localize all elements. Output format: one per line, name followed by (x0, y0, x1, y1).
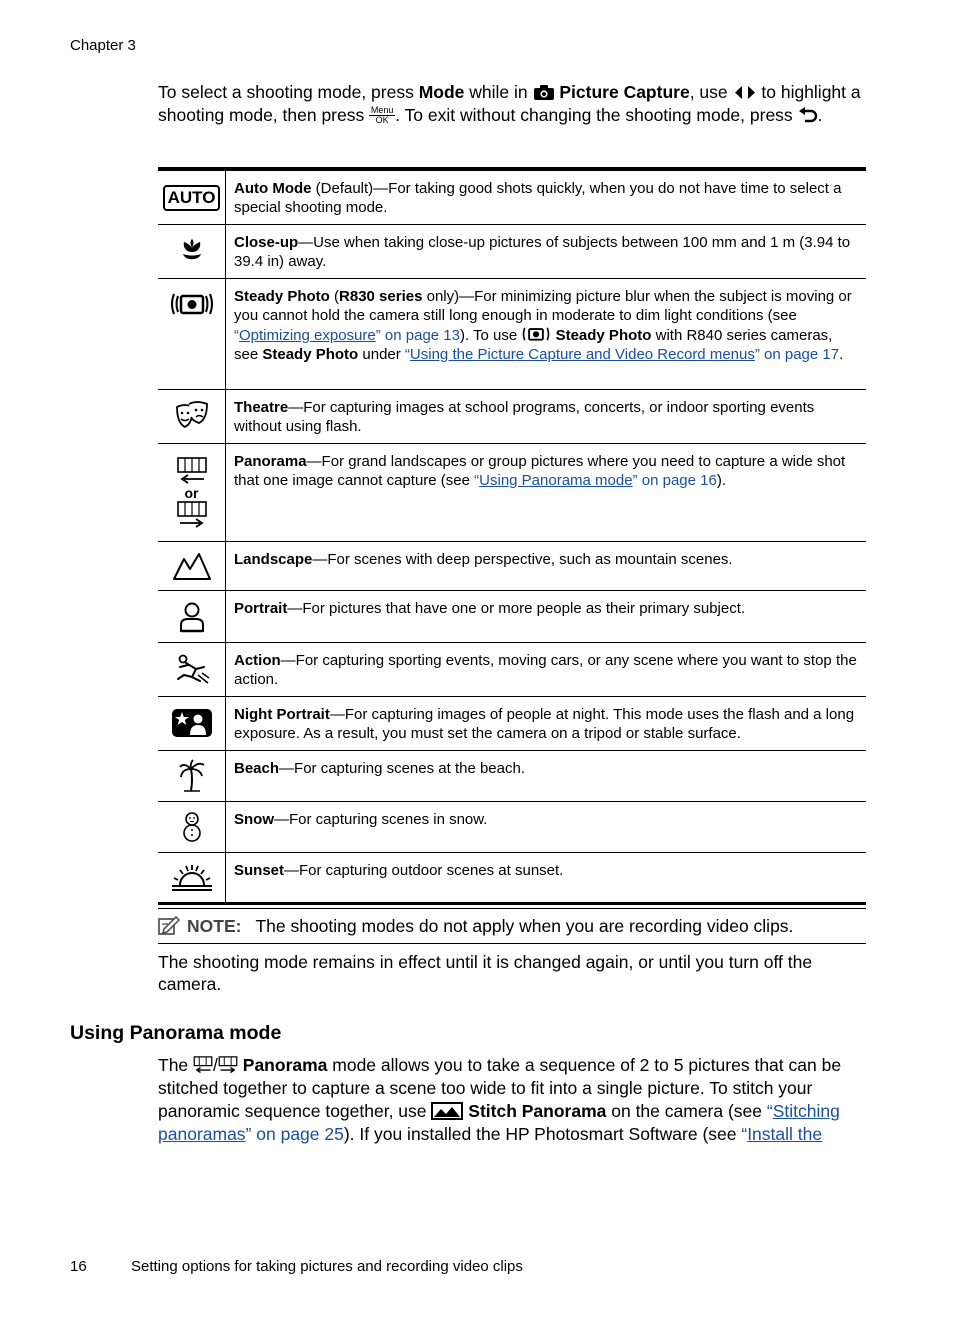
mode-description: Panorama—For grand landscapes or group pictures where you need to capture a wide shot that one image cannot capture (see “Using Panorama mode” on page 16). (226, 444, 867, 542)
footer-title: Setting options for taking pictures and recording video clips (131, 1258, 523, 1275)
snow-icon (181, 811, 203, 843)
intro-paragraph: To select a shooting mode, press Mode while in Picture Capture, use to highlight a shooting mode, then press Menu OK . To exit without changing the shooting mode, press . (158, 82, 861, 125)
chapter-header: Chapter 3 (70, 37, 136, 54)
back-arrow-icon (798, 107, 818, 124)
steady-photo-icon (521, 325, 551, 343)
note-pencil-icon (158, 916, 180, 936)
mode-description: Sunset—For capturing outdoor scenes at sunset. (234, 862, 564, 879)
portrait-icon (178, 601, 206, 633)
mode-description: Auto Mode (Default)—For taking good shots quickly, when you do not have time to select a special shooting mode. (226, 169, 867, 225)
table-row (158, 444, 866, 542)
mode-icon-cell (158, 542, 226, 591)
note-label: NOTE: (187, 915, 242, 936)
action-icon (174, 653, 210, 685)
steady-photo-icon (168, 290, 216, 318)
mode-description: Night Portrait—For capturing images of people at night. This mode uses the flash and a long exposure. As a result, you must set the camera on a tripod or stable surface. (226, 697, 867, 751)
panorama-paragraph: The / Panorama mode allows you to take a sequence of 2 to 5 pictures that can be stitched together to capture a scene too wide to fit into a single picture. To stitch your panoramic sequence together, use Stitch Panorama on the camera (see “Stitching panoramas” on page 25). If you installed the HP Photosmart Software (see “Install the (158, 1055, 842, 1144)
optimizing-exposure-link[interactable]: “Optimizing exposure” on page 13 (234, 327, 460, 344)
mode-icon-cell (158, 697, 226, 751)
mode-icon-cell (158, 225, 226, 279)
table-row (158, 591, 866, 643)
table-row (158, 643, 866, 697)
mode-icon-cell (158, 279, 226, 390)
table-row (158, 697, 866, 751)
night-portrait-icon (171, 708, 213, 738)
auto-icon: AUTO (163, 185, 221, 211)
mode-icon-cell (158, 751, 226, 802)
theatre-icon (175, 401, 209, 431)
note-box (158, 908, 866, 944)
mode-description: Close-up—Use when taking close-up pictures of subjects between 100 mm and 1 m (3.94 to 39.4 in) away. (226, 225, 867, 279)
stitching-panoramas-link[interactable]: “Stitching panoramas” on page 25 (158, 1101, 840, 1144)
close-up-icon (177, 236, 207, 266)
mode-icon-cell (158, 390, 226, 444)
sunset-icon (170, 863, 214, 893)
mode-icon-cell (158, 591, 226, 643)
left-right-arrows-icon (733, 84, 757, 101)
panorama-mode-link[interactable]: “Using Panorama mode” on page 16 (474, 471, 717, 489)
mode-icon-cell (158, 643, 226, 697)
mode-icon-cell (158, 444, 226, 542)
landscape-icon (172, 551, 212, 581)
mode-description: Landscape—For scenes with deep perspective, such as mountain scenes. (226, 542, 867, 591)
table-row (158, 542, 866, 591)
body-paragraph: The shooting mode remains in effect until it is changed again, or until you turn off the camera. (158, 952, 813, 994)
table-row (158, 751, 866, 802)
section-heading: Using Panorama mode (70, 1022, 282, 1044)
panorama-right-icon (218, 1056, 238, 1074)
table-row (158, 802, 866, 853)
install-software-link[interactable]: “Install the (741, 1124, 823, 1144)
camera-icon (533, 84, 555, 101)
mode-icon-cell (158, 853, 226, 904)
panorama-right-icon (176, 501, 208, 529)
mode-description: Steady Photo (R830 series only)—For minimizing picture blur when the subject is moving or you cannot hold the camera still long enough in moderate to dim light conditions (see “Optimizing exposure” on page 13). To use Steady Photo with R840 series cameras, see Steady Photo under “Using the Picture Capture and Video Record menus” on page 17. (226, 279, 867, 390)
capture-menus-link[interactable]: “Using the Picture Capture and Video Record menus” on page 17 (404, 345, 840, 363)
mode-description: Theatre—For capturing images at school programs, concerts, or indoor sporting events without using flash. (226, 390, 867, 444)
mode-description: Action—For capturing sporting events, moving cars, or any scene where you want to stop the action. (226, 643, 867, 697)
mode-icon-cell (158, 802, 226, 853)
table-row (158, 853, 866, 904)
shooting-modes-table (158, 167, 866, 905)
beach-icon (178, 759, 206, 793)
panorama-left-icon (176, 457, 208, 485)
table-row (158, 279, 866, 390)
note-text: The shooting modes do not apply when you are recording video clips. (255, 915, 794, 936)
stitch-panorama-icon (431, 1102, 463, 1120)
or-label: or (184, 484, 199, 501)
mode-description: Portrait—For pictures that have one or more people as their primary subject. (226, 591, 867, 643)
mode-icon-cell (158, 169, 226, 225)
mode-description: Beach—For capturing scenes at the beach. (226, 751, 867, 802)
mode-description: Snow—For capturing scenes in snow. (226, 802, 867, 853)
menu-ok-icon: Menu OK (370, 105, 394, 125)
table-row (158, 390, 866, 444)
panorama-left-icon (193, 1056, 213, 1074)
table-row (158, 169, 866, 225)
table-row (158, 225, 866, 279)
page-number: 16 (70, 1258, 87, 1275)
